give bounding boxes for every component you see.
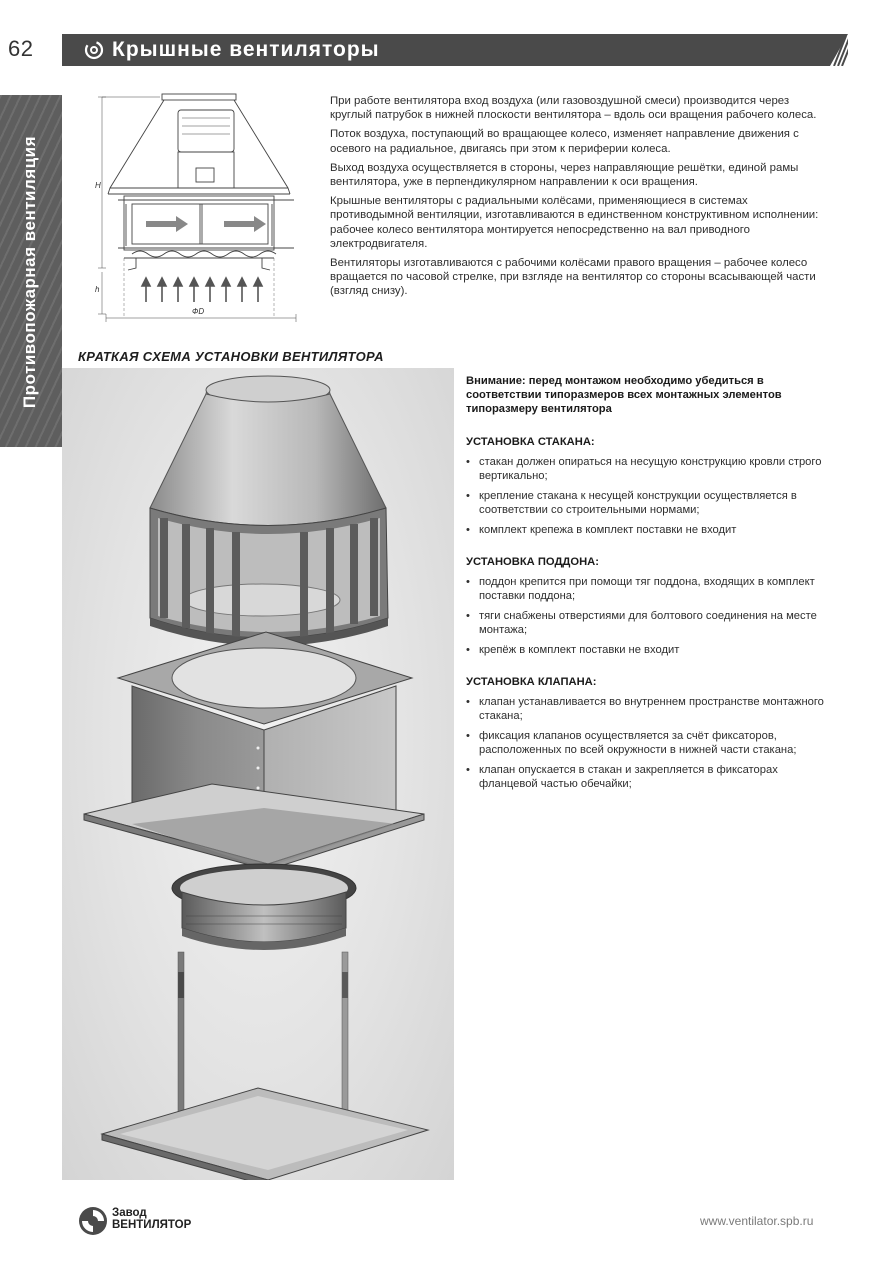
- intro-paragraph: Вентиляторы изготавливаются с рабочими колёсами правого вращения – рабочее колесо вращается по часовой стрелке, при взгляде на вентилятор со стороны всасывающей части (взгляд снизу).: [330, 257, 816, 298]
- warning-note: Внимание: перед монтажом необходимо убедиться в соответствии типоразмеров всех монтажных элементов типоразмеру вентилятора: [466, 375, 782, 415]
- dimension-h-label: h: [95, 285, 100, 294]
- list-item: • клапан опускается в стакан и закрепляется в фиксаторах фланцевой частью обечайки;: [466, 763, 834, 791]
- fan-technical-drawing: [84, 88, 310, 324]
- company-logo-icon: [78, 1206, 108, 1236]
- list-item: • клапан устанавливается во внутреннем пространстве монтажного стакана;: [466, 695, 834, 723]
- page-number: 62: [8, 36, 34, 61]
- intro-paragraph: Поток воздуха, поступающий во вращающее колесо, изменяет направление движения с осевого на радиальное, двигаясь при этом к периферии колеса.: [330, 128, 799, 155]
- dimension-D-label: ФD: [192, 307, 205, 316]
- list-item: • крепление стакана к несущей конструкции осуществляется в соответствии со строительными нормами;: [466, 489, 834, 517]
- scheme-section-title: КРАТКАЯ СХЕМА УСТАНОВКИ ВЕНТИЛЯТОРА: [78, 349, 384, 364]
- valve-instructions-list: [466, 695, 834, 791]
- list-item: • тяги снабжены отверстиями для болтового соединения на месте монтажа;: [466, 609, 834, 637]
- intro-paragraph: При работе вентилятора вход воздуха (или газовоздушной смеси) производится через круглый патрубок в нижней плоскости вентилятора – вдоль оси вращения рабочего колеса.: [330, 95, 817, 122]
- list-item: • крепёж в комплект поставки не входит: [466, 643, 834, 657]
- header-hatch-decoration: [808, 34, 848, 66]
- section-heading-tray: УСТАНОВКА ПОДДОНА:: [466, 556, 599, 568]
- list-item: • фиксация клапанов осуществляется за счёт фиксаторов, расположенных по всей окружности в нижней части стакана;: [466, 729, 834, 757]
- dimension-H-label: H: [95, 181, 101, 190]
- installation-instructions: [466, 374, 834, 809]
- company-name-line2: ВЕНТИЛЯТОР: [112, 1219, 192, 1231]
- section-heading-sleeve: УСТАНОВКА СТАКАНА:: [466, 436, 595, 448]
- company-name-line1: Завод: [112, 1207, 147, 1219]
- footer-company-name: [112, 1207, 191, 1231]
- list-item: • поддон крепится при помощи тяг поддона, входящих в комплект поставки поддона;: [466, 575, 834, 603]
- sleeve-instructions-list: [466, 455, 834, 537]
- side-category-label: Противопожарная вентиляция: [20, 135, 39, 409]
- section-heading-valve: УСТАНОВКА КЛАПАНА:: [466, 676, 597, 688]
- fan-spiral-icon: [82, 38, 106, 62]
- list-item: • комплект крепежа в комплект поставки не входит: [466, 523, 834, 537]
- page-title: Крышные вентиляторы: [112, 38, 380, 61]
- intro-paragraph: Крышные вентиляторы с радиальными колёсами, применяющиеся в системах противодымной вентиляции, изготавливаются в единственном конструктивном исполнении: рабочее колесо вентилятора монтируется непосредственно на вал приводного электродвигателя.: [330, 195, 819, 250]
- list-item: • стакан должен опираться на несущую конструкцию кровли строго вертикально;: [466, 455, 834, 483]
- installation-exploded-illustration: [62, 368, 454, 1180]
- tray-instructions-list: [466, 575, 834, 657]
- intro-text-block: [330, 94, 832, 304]
- footer-website-link[interactable]: www.ventilator.spb.ru: [700, 1214, 814, 1228]
- intro-paragraph: Выход воздуха осуществляется в стороны, через направляющие решётки, единой рамы вентилятора, уже в перпендикулярном направлении к оси вращения.: [330, 161, 799, 189]
